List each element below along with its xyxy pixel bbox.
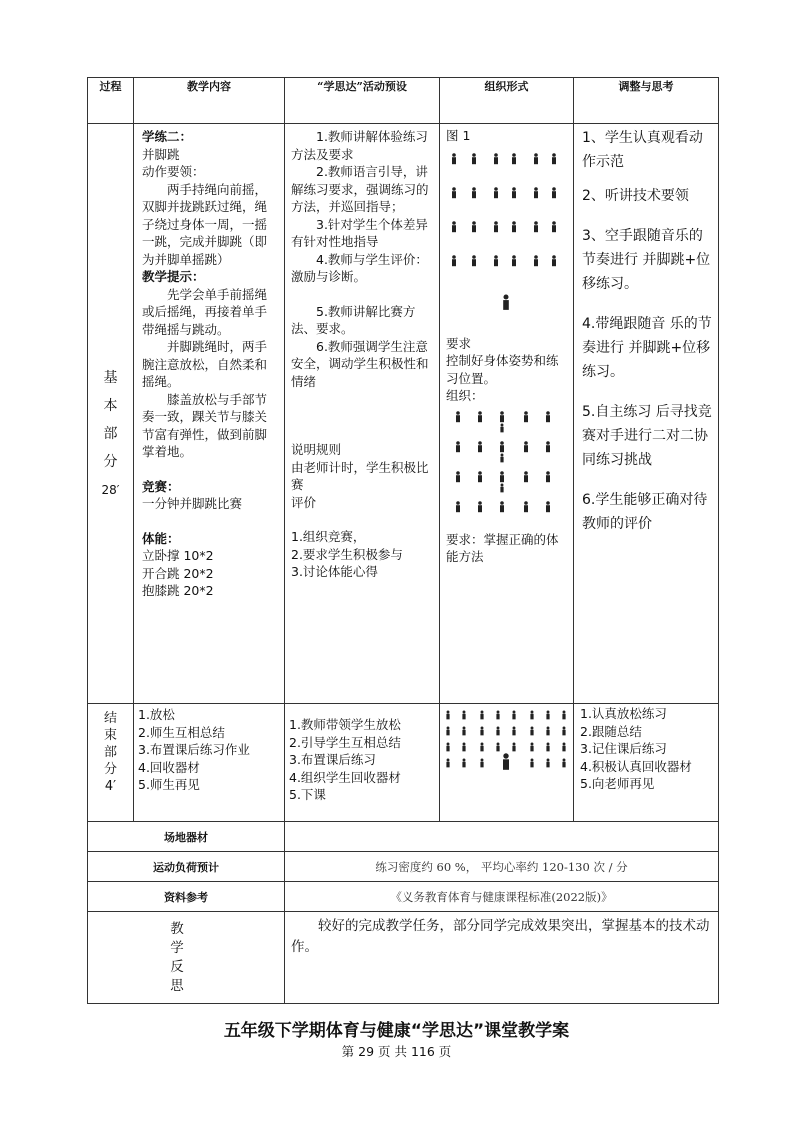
student-figure [546,441,550,452]
ending-activity-line: 1.教师带领学生放松 [289,717,401,732]
ending-side-char: 部 [103,745,117,760]
basic-side-char: 分 [103,453,118,470]
adjust-line: 5.自主练习 后寻找竞赛对手进行二对二协同练习挑战 [582,404,712,468]
student-figure [512,743,515,752]
adjust-line: 2、听讲技术要领 [582,188,689,204]
student-figure [524,441,528,452]
student-figure [446,711,449,720]
requirement-text-2: 要求：掌握正确的体能方法 [446,531,559,564]
content-line [142,461,276,478]
header-content: 教学内容 [134,78,285,124]
student-figure [478,471,482,482]
content-line: 两手持绳向前摇，双脚并拢跳跃过绳，绳子绕过身体一周，一摇一跳，完成并脚跳（即为并脚单摇跳） [142,181,268,267]
content-line: 一分钟并脚跳比赛 [142,496,243,511]
reference-value: 《义务教育体育与健康课程标准(2022版)》 [285,882,719,912]
venue-value [285,822,719,852]
activity-line: 3.讨论体能心得 [291,564,378,579]
activity-line: 6.教师强调学生注意安全，调动学生积极性和情绪 [291,338,429,389]
student-figure [452,221,456,232]
student-figure [500,423,503,432]
student-figure [452,255,456,266]
ending-content-line: 3.布置课后练习作业 [138,742,250,757]
table-header-row [88,78,719,124]
student-figure [496,727,499,736]
content-line: 开合跳 20*2 [142,565,214,581]
student-figure [524,471,528,482]
formation-diagram-2 [446,405,570,531]
ending-adjust-line: 2.跟随总结 [580,723,642,739]
activity-line [291,511,433,528]
student-figure [462,711,465,720]
student-figure [562,711,565,720]
student-figure [562,743,565,752]
student-figure [546,711,549,720]
student-figure [512,187,516,198]
student-figure [524,411,528,422]
student-figure [500,441,504,452]
student-figure [512,221,516,232]
student-figure [480,743,483,752]
student-figure [456,471,460,482]
reflection-row [88,912,719,1004]
reference-label: 资料参考 [88,882,285,912]
content-line: 膝盖放松与手部节奏一致，踝关节与膝关节富有弹性，做到前脚掌着地。 [142,391,268,459]
student-figure [472,221,476,232]
activity-line: 1.组织竞赛， [291,529,366,544]
student-figure [446,727,449,736]
student-figure [546,411,550,422]
load-row [88,852,719,882]
ending-activity-cell [285,704,440,822]
student-figure [552,153,556,164]
content-line: 并脚跳绳时，两手腕注意放松，自然柔和摇绳。 [142,339,268,389]
ending-section-row [88,704,719,822]
activity-line [291,424,433,441]
student-figure [512,727,515,736]
requirement-title: 要求 [446,335,472,351]
basic-time: 28′ [101,482,120,497]
student-figure [496,743,499,752]
ending-activity-line: 5.下课 [289,787,326,802]
ending-content-cell [134,704,285,822]
ending-time: 4′ [104,779,117,794]
content-line: 抱膝跳 20*2 [142,583,214,598]
student-figure [546,743,549,752]
activity-line: 1.教师讲解体验练习方法及要求 [291,129,428,162]
student-figure [530,711,533,720]
content-line [142,513,276,530]
student-figure [534,255,538,266]
activity-line: 4.教师与学生评价：激励与诊断。 [291,251,428,284]
ending-adjust-line: 1.认真放松练习 [580,706,667,721]
reference-row [88,882,719,912]
student-figure [452,153,456,164]
lesson-plan-table [87,77,719,1004]
content-line: 先学会单手前摇绳或后摇绳，再接着单手带绳摇与跳动。 [142,286,268,337]
ending-content-line: 4.回收器材 [138,759,200,775]
student-figure [530,759,533,768]
student-figure [478,441,482,452]
basic-side-char: 基 [103,369,118,386]
student-figure [500,471,504,482]
student-figure [546,501,550,512]
basic-section-row [88,124,719,704]
ending-org-cell [440,704,574,822]
student-figure [456,441,460,452]
student-figure [552,187,556,198]
content-line: 教学提示： [142,269,205,284]
content-line: 动作要领： [142,164,205,179]
adjust-line: 3、空手跟随音乐的节奏进行 并脚跳+位移练习。 [582,228,711,292]
requirement-text: 控制好身体姿势和练习位置。 [446,353,559,386]
header-activity: “学思达”活动预设 [285,78,440,124]
student-figure [546,727,549,736]
student-figure [534,187,538,198]
student-figure [512,153,516,164]
student-figure [500,453,503,462]
reflection-value [285,912,719,1004]
student-figure [456,411,460,422]
figure-label: 图 1 [446,128,471,143]
reflection-char: 学 [170,939,184,956]
ending-formation-diagram [440,706,572,778]
student-figure [480,759,483,768]
student-figure [494,221,498,232]
reflection-label [88,912,285,1004]
organization-label: 组织： [446,388,484,403]
student-figure [478,411,482,422]
activity-line: 3.针对学生个体差异有针对性地指导 [291,216,428,249]
basic-side-char: 部 [103,425,118,442]
basic-org-cell [440,124,574,704]
student-figure [472,255,476,266]
student-figure [562,759,565,768]
content-line: 学练二： [142,129,193,144]
student-figure [472,153,476,164]
activity-line [291,286,433,303]
ending-adjust-line: 4.积极认真回收器材 [580,758,692,774]
adjust-line: 4.带绳跟随音 乐的节奏进行 并脚跳+位移练习。 [582,316,712,380]
student-figure [452,187,456,198]
student-figure [552,255,556,266]
basic-activity-cell [285,124,440,704]
activity-line: 评价 [291,494,317,510]
ending-activity-line: 4.组织学生回收器材 [289,769,401,785]
student-figure [446,743,449,752]
activity-line: 2.教师语言引导，讲解练习要求，强调练习的方法，并巡回指导； [291,164,429,214]
ending-content-line: 5.师生再见 [138,777,200,792]
student-figure [546,471,550,482]
student-figure [512,711,515,720]
document-title: 五年级下学期体育与健康“学思达”课堂教学案 [223,1021,570,1041]
basic-adjust-cell [574,124,719,704]
activity-line: 2.要求学生积极参与 [291,546,403,562]
activity-line [291,390,433,407]
ending-activity-line: 3.布置课后练习 [289,752,376,767]
venue-row [88,822,719,852]
student-figure [534,153,538,164]
ending-content-line: 2.师生互相总结 [138,724,225,740]
content-line: 体能： [142,530,180,546]
student-figure [500,411,504,422]
student-figure [530,727,533,736]
activity-line: 说明规则 [291,442,342,457]
ending-adjust-cell [574,704,719,822]
ending-adjust-line: 5.向老师再见 [580,776,655,791]
student-figure [494,153,498,164]
student-figure [472,187,476,198]
content-line: 竞赛： [142,478,180,494]
student-figure [456,501,460,512]
load-value: 练习密度约 60 %， 平均心率约 120-130 次 / 分 [285,852,719,882]
activity-line [291,407,433,424]
reflection-char: 思 [170,977,184,994]
student-figure [552,221,556,232]
ending-side-char: 束 [103,728,117,743]
student-figure [478,501,482,512]
student-figure [494,187,498,198]
ending-activity-line: 2.引导学生互相总结 [289,734,401,750]
student-figure [534,221,538,232]
student-figure [494,255,498,266]
student-figure [480,711,483,720]
header-process: 过程 [88,78,134,124]
activity-line: 5.教师讲解比赛方法、要求。 [291,303,416,336]
student-figure [500,483,503,492]
venue-label: 场地器材 [88,822,285,852]
student-figure [446,759,449,768]
teacher-figure [503,753,509,770]
student-figure [496,711,499,720]
adjust-line: 1、学生认真观看动作示范 [582,130,703,170]
student-figure [462,743,465,752]
ending-side-label [88,704,134,822]
reflection-text: 较好的完成教学任务，部分同学完成效果突出，掌握基本的技术动作。 [291,918,710,955]
header-adjust: 调整与思考 [574,78,719,124]
student-figure [530,743,533,752]
basic-content-cell [134,124,285,704]
reflection-char: 教 [170,920,184,937]
student-figure [562,727,565,736]
content-line: 并脚跳 [142,146,180,162]
student-figure [462,759,465,768]
basic-side-char: 本 [103,397,118,414]
adjust-line: 6.学生能够正确对待教师的评价 [582,492,708,532]
load-label: 运动负荷预计 [88,852,285,882]
ending-adjust-line: 3.记住课后练习 [580,741,667,756]
teacher-figure [503,294,509,309]
student-figure [546,759,549,768]
student-figure [500,501,504,512]
student-figure [512,255,516,266]
reflection-char: 反 [170,958,184,975]
student-figure [480,727,483,736]
ending-side-char: 分 [103,762,117,777]
ending-content-line: 1.放松 [138,707,175,722]
student-figure [462,727,465,736]
ending-side-char: 结 [103,711,117,726]
page-number: 第 29 页 共 116 页 [341,1044,452,1059]
formation-diagram-1 [446,145,570,335]
content-line: 立卧撑 10*2 [142,548,214,563]
student-figure [524,501,528,512]
header-organization: 组织形式 [440,78,574,124]
activity-line: 由老师计时，学生积极比赛 [291,459,429,492]
